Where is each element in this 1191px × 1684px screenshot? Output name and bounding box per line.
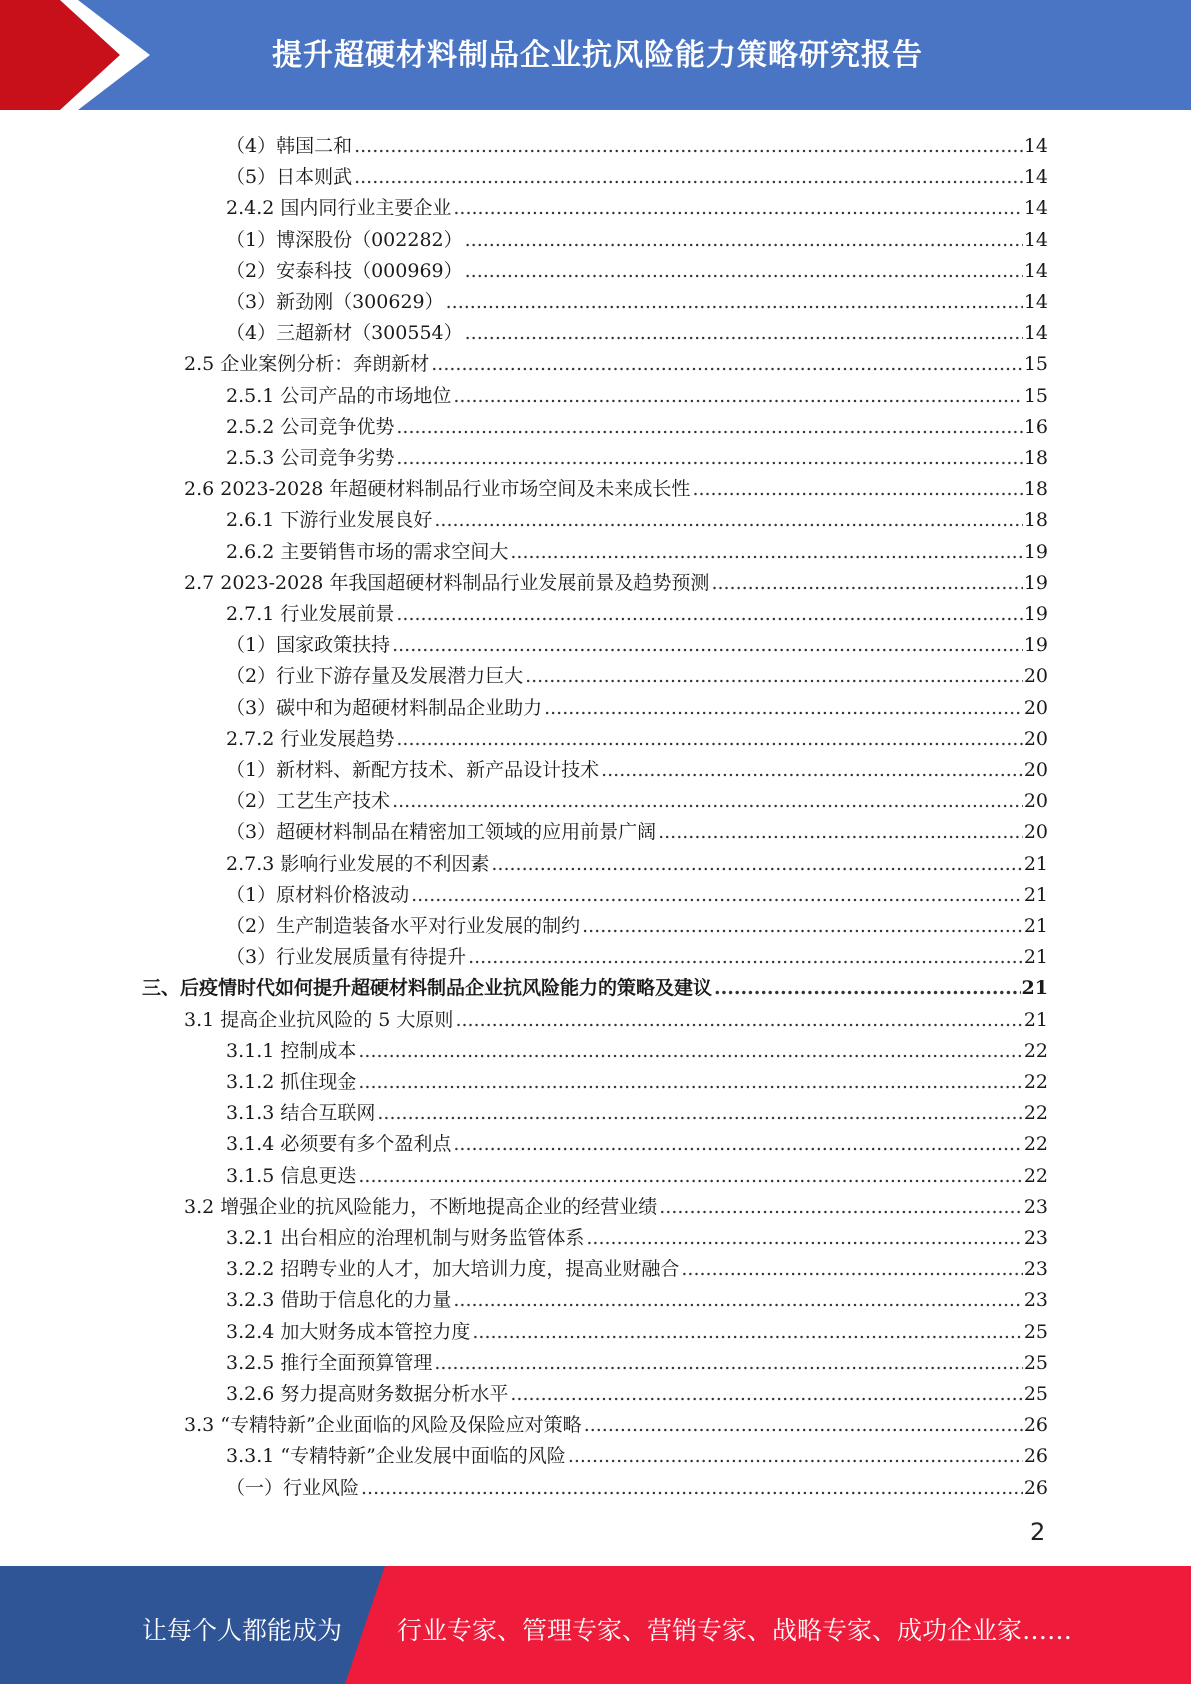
toc-entry[interactable] (184, 1001, 1048, 1032)
toc-dot-leader (658, 820, 1023, 844)
toc-entry-page: 20 (1023, 759, 1048, 781)
report-title: 提升超硬材料制品企业抗风险能力策略研究报告 (272, 38, 923, 73)
toc-entry[interactable] (226, 1125, 1048, 1156)
toc-entry[interactable] (226, 283, 1048, 314)
toc-dot-leader (453, 1288, 1022, 1312)
toc-entry-label: 2.4.2 国内同行业主要企业 (226, 197, 452, 220)
toc-dot-leader (358, 1039, 1022, 1063)
toc-entry-label: （1）新材料、新配方技术、新产品设计技术 (226, 759, 600, 781)
toc-entry-label: 3.1.2 抓住现金 (226, 1071, 357, 1093)
toc-entry-page: 25 (1023, 1320, 1048, 1343)
toc-entry-label: （4）三超新材（300554） (226, 322, 463, 345)
toc-entry-page: 20 (1023, 790, 1048, 813)
toc-entry-label: （2）安泰科技（000969） (226, 259, 463, 282)
toc-dot-leader (568, 1444, 1023, 1468)
toc-entry[interactable] (226, 626, 1048, 657)
toc-entry[interactable] (226, 782, 1048, 813)
toc-entry-page: 21 (1021, 977, 1048, 1000)
toc-entry[interactable] (226, 907, 1048, 938)
toc-dot-leader (472, 1320, 1022, 1344)
toc-entry-page: 22 (1023, 1071, 1048, 1093)
toc-entry-page: 14 (1023, 228, 1048, 251)
toc-dot-leader (396, 446, 1022, 470)
toc-entry[interactable] (226, 1469, 1048, 1500)
toc-entry-label: （1）博深股份（002282） (226, 228, 463, 251)
toc-entry-label: 3.2.1 出台相应的治理机制与财务监管体系 (226, 1227, 585, 1249)
toc-entry[interactable] (226, 595, 1048, 626)
toc-entry[interactable] (226, 377, 1048, 408)
toc-dot-leader (711, 571, 1022, 595)
toc-entry-page: 26 (1023, 1414, 1048, 1437)
toc-entry-page: 22 (1023, 1133, 1048, 1156)
toc-dot-leader (392, 633, 1023, 657)
toc-entry-label: 2.6.2 主要销售市场的需求空间大 (226, 540, 509, 563)
toc-entry[interactable] (226, 1375, 1048, 1406)
toc-entry[interactable] (184, 1188, 1048, 1219)
toc-entry-page: 25 (1023, 1383, 1048, 1405)
toc-entry-label: （1）国家政策扶持 (226, 634, 391, 657)
toc-entry-label: （2）生产制造装备水平对行业发展的制约 (226, 915, 581, 937)
toc-dot-leader (584, 1413, 1023, 1437)
toc-entry-label: 2.5.3 公司竞争劣势 (226, 447, 395, 469)
toc-entry[interactable] (226, 1063, 1048, 1094)
toc-entry[interactable] (226, 1250, 1048, 1281)
toc-entry-page: 21 (1023, 915, 1048, 937)
toc-entry-label: 3.1.5 信息更迭 (226, 1164, 357, 1187)
toc-entry-page: 14 (1023, 291, 1048, 313)
toc-entry[interactable] (226, 533, 1048, 564)
toc-entry-page: 14 (1023, 259, 1048, 282)
toc-entry-label: 3.1.1 控制成本 (226, 1039, 357, 1062)
toc-entry[interactable] (226, 189, 1048, 220)
toc-dot-leader (354, 134, 1023, 158)
toc-dot-leader (714, 976, 1021, 1000)
toc-dot-leader (465, 259, 1023, 283)
toc-dot-leader (396, 415, 1022, 439)
toc-dot-leader (446, 290, 1023, 314)
toc-entry-page: 26 (1023, 1445, 1048, 1468)
toc-dot-leader (396, 727, 1022, 751)
footer-banner (0, 1566, 1191, 1684)
toc-entry-label: （3）超硬材料制品在精密加工领域的应用前景广阔 (226, 821, 657, 844)
toc-entry-page: 19 (1023, 571, 1048, 594)
toc-entry-page: 20 (1023, 665, 1048, 688)
toc-entry-page: 14 (1023, 135, 1048, 157)
toc-entry[interactable] (226, 127, 1048, 158)
toc-entry-page: 21 (1023, 946, 1048, 969)
toc-entry-label: 2.6 2023-2028 年超硬材料制品行业市场空间及未来成长性 (184, 478, 691, 501)
toc-entry-page: 21 (1023, 883, 1048, 906)
toc-entry[interactable] (226, 501, 1048, 532)
toc-entry-label: 2.7.1 行业发展前景 (226, 603, 395, 625)
toc-dot-leader (453, 196, 1022, 220)
toc-entry-label: 3.2.3 借助于信息化的力量 (226, 1289, 452, 1312)
toc-entry-label: 3.2.6 努力提高财务数据分析水平 (226, 1383, 509, 1405)
toc-entry[interactable] (184, 1406, 1048, 1437)
toc-entry[interactable] (226, 439, 1048, 470)
toc-dot-leader (411, 883, 1023, 907)
toc-entry[interactable] (226, 845, 1048, 876)
toc-entry-label: （1）原材料价格波动 (226, 883, 410, 906)
toc-entry[interactable] (226, 813, 1048, 844)
toc-entry-label: 3.2.2 招聘专业的人才，加大培训力度，提高业财融合 (226, 1258, 680, 1281)
toc-entry[interactable] (184, 564, 1048, 595)
toc-entry[interactable] (226, 252, 1048, 283)
toc-dot-leader (659, 1195, 1023, 1219)
toc-entry[interactable] (226, 657, 1048, 688)
toc-entry[interactable] (226, 1281, 1048, 1312)
toc-entry-label: 3.1.3 结合互联网 (226, 1102, 376, 1125)
toc-dot-leader (525, 664, 1023, 688)
toc-dot-leader (358, 1164, 1022, 1188)
toc-entry-label: 3.1 提高企业抗风险的 5 大原则 (184, 1008, 454, 1031)
toc-entry[interactable] (226, 1344, 1048, 1375)
toc-entry-label: 3.3 “专精特新”企业面临的风险及保险应对策略 (184, 1414, 582, 1437)
toc-entry-page: 14 (1023, 322, 1048, 345)
toc-entry[interactable] (226, 1094, 1048, 1125)
toc-entry-page: 14 (1023, 166, 1048, 189)
toc-dot-leader (453, 384, 1022, 408)
toc-dot-leader (468, 945, 1023, 969)
toc-entry-page: 19 (1023, 540, 1048, 563)
toc-entry-page: 25 (1023, 1351, 1048, 1374)
toc-entry[interactable] (226, 158, 1048, 189)
toc-dot-leader (465, 228, 1023, 252)
toc-entry-page: 21 (1023, 852, 1048, 875)
toc-dot-leader (681, 1257, 1022, 1281)
toc-entry[interactable] (226, 1219, 1048, 1250)
toc-entry[interactable] (226, 876, 1048, 907)
toc-dot-leader (586, 1226, 1022, 1250)
toc-dot-leader (510, 1382, 1022, 1406)
toc-entry[interactable] (226, 314, 1048, 345)
toc-entry-page: 26 (1023, 1476, 1048, 1499)
toc-entry-page: 15 (1023, 353, 1048, 376)
toc-entry-label: 2.5 企业案例分析：奔朗新材 (184, 353, 430, 376)
toc-entry-page: 22 (1023, 1102, 1048, 1125)
toc-entry[interactable] (226, 1157, 1048, 1188)
toc-dot-leader (453, 1132, 1022, 1156)
footer-slogan-right: 行业专家、管理专家、营销专家、战略专家、成功企业家…… (397, 1616, 1073, 1645)
toc-entry-page: 23 (1023, 1195, 1048, 1218)
toc-entry[interactable] (142, 969, 1048, 1000)
toc-dot-leader (361, 1476, 1023, 1500)
toc-dot-leader (392, 789, 1023, 813)
toc-entry[interactable] (226, 1032, 1048, 1063)
toc-entry-page: 19 (1023, 603, 1048, 625)
toc-entry-label: 3.1.4 必须要有多个盈利点 (226, 1133, 452, 1156)
toc-dot-leader (434, 508, 1022, 532)
toc-dot-leader (431, 352, 1023, 376)
toc-entry-page: 15 (1023, 384, 1048, 407)
toc-entry-label: （3）行业发展质量有待提升 (226, 946, 467, 969)
toc-entry-page: 20 (1023, 821, 1048, 844)
toc-entry[interactable] (226, 720, 1048, 751)
toc-entry-label: 2.5.2 公司竞争优势 (226, 415, 395, 438)
toc-dot-leader (354, 165, 1023, 189)
toc-entry-page: 19 (1023, 634, 1048, 657)
toc-entry-label: 2.5.1 公司产品的市场地位 (226, 384, 452, 407)
toc-entry-label: 2.7.2 行业发展趋势 (226, 727, 395, 750)
toc-entry[interactable] (226, 221, 1048, 252)
toc-entry-page: 23 (1023, 1258, 1048, 1281)
toc-entry-label: （2）工艺生产技术 (226, 790, 391, 813)
toc-entry-page: 23 (1023, 1289, 1048, 1312)
toc-entry-label: 2.7 2023-2028 年我国超硬材料制品行业发展前景及趋势预测 (184, 571, 710, 594)
toc-dot-leader (358, 1070, 1022, 1094)
toc-entry-page: 16 (1023, 415, 1048, 438)
toc-dot-leader (434, 1351, 1022, 1375)
toc-entry-label: （5）日本则武 (226, 166, 353, 189)
toc-entry-label: 2.7.3 影响行业发展的不利因素 (226, 852, 490, 875)
toc-entry-label: 3.2 增强企业的抗风险能力，不断地提高企业的经营业绩 (184, 1195, 658, 1218)
toc-entry-page: 18 (1023, 509, 1048, 532)
toc-entry-page: 20 (1023, 696, 1048, 719)
toc-dot-leader (692, 477, 1022, 501)
toc-entry-label: 3.3.1 “专精特新”企业发展中面临的风险 (226, 1445, 566, 1468)
toc-entry-page: 22 (1023, 1164, 1048, 1187)
toc-entry-page: 14 (1023, 197, 1048, 220)
toc-dot-leader (491, 852, 1022, 876)
toc-dot-leader (510, 540, 1022, 564)
toc-entry[interactable] (226, 1313, 1048, 1344)
toc-entry-page: 23 (1023, 1227, 1048, 1249)
toc-entry-page: 22 (1023, 1039, 1048, 1062)
toc-dot-leader (582, 914, 1023, 938)
toc-entry[interactable] (184, 470, 1048, 501)
toc-entry-label: （2）行业下游存量及发展潜力巨大 (226, 665, 524, 688)
toc-entry[interactable] (226, 751, 1048, 782)
toc-entry[interactable] (226, 1437, 1048, 1468)
toc-dot-leader (377, 1101, 1022, 1125)
toc-entry[interactable] (184, 345, 1048, 376)
toc-entry-label: （4）韩国二和 (226, 135, 353, 157)
toc-dot-leader (544, 696, 1023, 720)
toc-entry-page: 18 (1023, 447, 1048, 469)
toc-entry-page: 18 (1023, 478, 1048, 501)
toc-entry-label: （一）行业风险 (226, 1476, 360, 1499)
toc-entry-label: 3.2.5 推行全面预算管理 (226, 1351, 433, 1374)
toc-dot-leader (455, 1008, 1022, 1032)
toc-entry[interactable] (226, 689, 1048, 720)
toc-entry-label: 3.2.4 加大财务成本管控力度 (226, 1320, 471, 1343)
toc-dot-leader (396, 602, 1022, 626)
toc-dot-leader (465, 321, 1023, 345)
toc-entry-label: 三、后疫情时代如何提升超硬材料制品企业抗风险能力的策略及建议 (142, 977, 713, 1000)
toc-entry-page: 20 (1023, 727, 1048, 750)
toc-entry-label: 2.6.1 下游行业发展良好 (226, 509, 433, 532)
toc-dot-leader (601, 758, 1023, 782)
toc-entry-label: （3）新劲刚（300629） (226, 291, 444, 313)
toc-entry[interactable] (226, 408, 1048, 439)
toc-entry[interactable] (226, 938, 1048, 969)
header-banner (0, 0, 1191, 110)
toc-entry-label: （3）碳中和为超硬材料制品企业助力 (226, 696, 543, 719)
toc-entry-page: 21 (1023, 1008, 1048, 1031)
page-number: 2 (1030, 1518, 1046, 1546)
footer-slogan-left: 让每个人都能成为 (142, 1616, 343, 1645)
